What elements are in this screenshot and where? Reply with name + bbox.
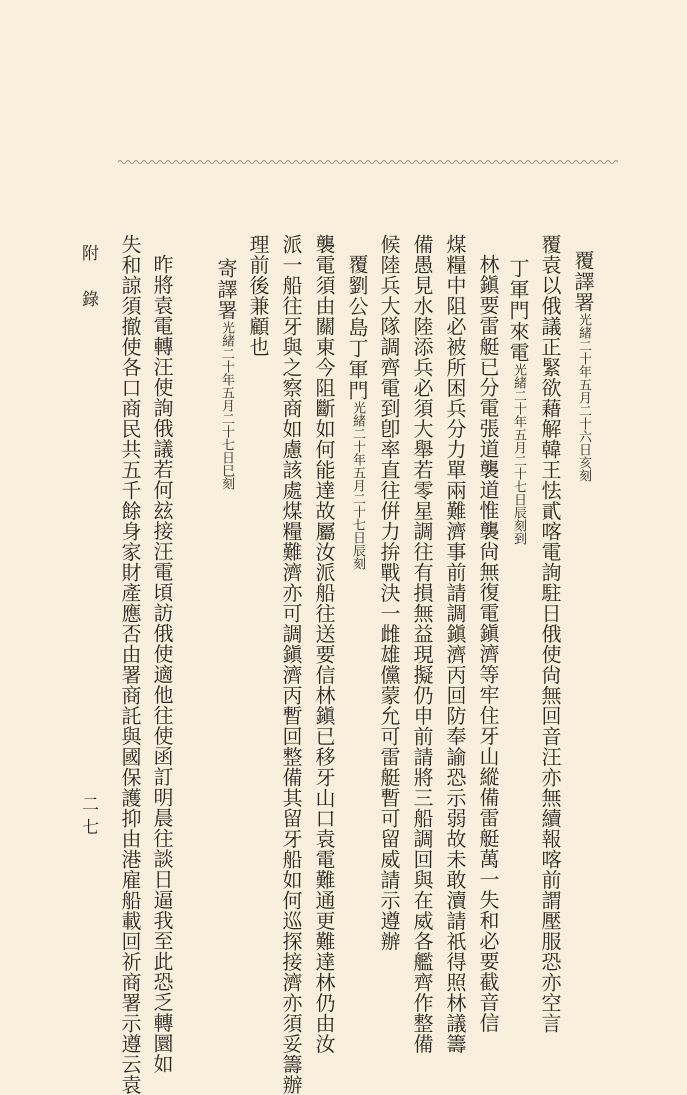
body-line: 備愚見水陸添兵必須大舉若零星調往有損無益現擬仍申前請將三船調回與在威各艦齊作整備 xyxy=(410,234,434,1054)
section-heading xyxy=(508,258,528,545)
body-line: 覆袁以俄議正緊欲藉解韓王怯貳喀電詢駐日俄使尙無回音汪亦無續報喀前謂壓服恐亦空言 xyxy=(538,234,562,1034)
body-line: 失和諒須撤使各口商民共五千餘身家財產應否由署商託與國保護抑由港雇船載回祈商署示遵云袁 xyxy=(118,234,142,1095)
heading-date: 光緒二十年五月二十七日巳刻 xyxy=(219,321,234,490)
heading-title: 覆劉公島丁軍門 xyxy=(345,254,369,401)
page-number: 二七 xyxy=(78,795,98,841)
heading-date: 光緒二十年五月二十七日辰刻到 xyxy=(511,363,526,545)
body-line: 昨將袁電轉汪使詢俄議若何玆接汪電頃訪俄使適他往使函訂明晨往談日逼我至此恐乏轉圜如 xyxy=(150,254,174,1074)
section-heading xyxy=(216,258,236,490)
body-line: 派一船往牙與之察商如慮該處煤糧難濟亦可調鎭濟丙暫回整備其留牙船如何巡探接濟亦須妥籌辦 xyxy=(279,234,303,1095)
body-line: 襲電須由關東今阻斷如何能達故屬汝派船往送要信林鎭已移牙山口袁電難通更難達林仍由汝 xyxy=(312,234,336,1054)
wavy-rule xyxy=(118,158,618,166)
heading-title: 丁軍門來電 xyxy=(506,258,530,363)
body-line: 理前後兼顧也 xyxy=(246,234,270,357)
heading-date: 光緒二十年五月二十六日亥刻 xyxy=(576,313,591,482)
heading-title: 覆譯署 xyxy=(571,250,595,313)
section-label: 附 錄 xyxy=(78,244,98,313)
heading-date: 光緒二十年五月二十七日辰刻 xyxy=(350,401,365,570)
section-heading xyxy=(347,254,367,570)
body-line: 候陸兵大隊調齊電到卽率直往倂力拚戰決一雌雄儻蒙允可雷艇暫可留威請示遵辦 xyxy=(377,234,401,952)
heading-title: 寄譯署 xyxy=(214,258,238,321)
section-heading xyxy=(573,250,593,482)
body-line: 林鎭要雷艇已分電張道襲道惟襲尙無復電鎭濟等牢住牙山縱備雷艇萬一失和必要截音信 xyxy=(476,254,500,1033)
body-line: 煤糧中阻必被所困兵分力單兩難濟事前請調鎭濟丙回防奉諭恐示弱故未敢瀆請祇得照林議籌 xyxy=(443,234,467,1054)
